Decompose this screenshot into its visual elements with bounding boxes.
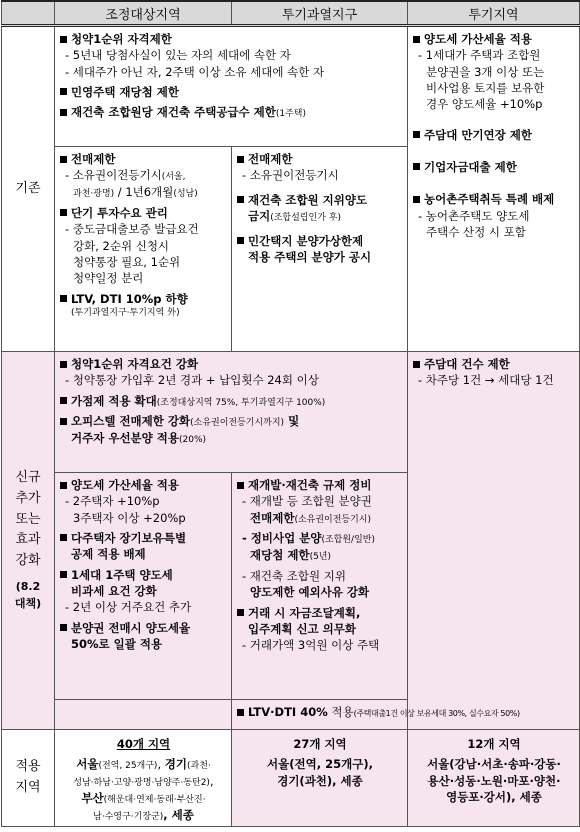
black-square-icon [60,156,67,163]
black-square-icon [60,624,67,631]
existing-adjustment-cell: 전매제한 - 소유권이전등기시(서울, 과천·광명) / 1년6개월(성남) 단기 투자수요 관리 - 중도금대출보증 발급요건 강화, 2순위 신청시 청약통장 필요, 1순위 청약일정 분리 LTV, DTI 10%p 하향 (투기과열지구·투기지역 外) [55,147,232,352]
new-overheated-cell: 재개발·재건축 규제 정비 - 재개발 등 조합원 분양권 전매제한(소유권이전등기시) - 정비사업 분양(조합원/일반) 재당첨 제한(5년) - 재건축 조합원 지위 양도제한 예외사유 강화 거래 시 자금조달계획, 입주계획 신고 의무화 - 거래가액 3억원 이상 주택 [232,473,408,700]
apply-adjustment-cell: 40개 지역 서울(전역, 25개구), 경기(과천· 성남·하남·고양·광명·남양주·동탄2), 부산(해운대·연제·동래·부산진· 남·수영구·기장군), 세종 [55,730,232,827]
existing-row-top [2,26,580,147]
row-label-apply: 적용 지역 [2,730,55,827]
black-square-icon [413,163,420,170]
header-overheated-district: 투기과열지구 [232,1,408,26]
header-speculation-area: 투기지역 [408,1,580,26]
row-label-existing: 기존 [2,26,55,352]
black-square-icon [413,196,420,203]
black-square-icon [413,361,420,368]
new-ltv-cell: LTV·DTI 40% 적용(주택대출1건 이상 보유세대 30%, 실수요자 50%) [232,700,408,730]
existing-shared-cell: 청약1순위 자격제한 - 5년내 당첨사실이 있는 자의 세대에 속한 자 - 세대주가 아닌 자, 2주택 이상 소유 세대에 속한 자 민영주택 재당첨 제한 재건축 조합원당 재건축 주택공급수 제한(1주택) [55,26,408,147]
apply-speculation-cell: 12개 지역 서울(강남·서초·송파·강동· 용산·성동·노원·마포·양천· 영등포·강서), 세종 [408,730,580,827]
apply-row [2,730,580,827]
new-shared-cell: 청약1순위 자격요건 강화 - 청약통장 가입후 2년 경과 + 납입횟수 24회 이상 가점제 적용 확대(조정대상지역 75%, 투기과열지구 100%) 오피스텔 전매제한 강화(소유권이전등기시까지) 및 거주자 우선분양 적용(20%) [55,352,408,473]
new-adjustment-cell: 양도세 가산세율 적용 - 2주택자 +10%p 3주택자 이상 +20%p 다주택자 장기보유특별 공제 적용 배제 1세대 1주택 양도세 비과세 요건 강화 - 2년 이상 거주요건 추가 분양권 전매시 양도세율 50%로 일괄 적용 [55,473,232,700]
apply-overheated-cell: 27개 지역 서울(전역, 25개구), 경기(과천), 세종 [232,730,408,827]
black-square-icon [60,36,67,43]
new-row-top [2,352,580,473]
black-square-icon [413,36,420,43]
policy-comparison-table [1,0,580,827]
row-label-new: 신규 추가 또는 효과 강화 (8.2 대책) [2,352,55,730]
black-square-icon [60,361,67,368]
header-adjustment-area: 조정대상지역 [55,1,232,26]
new-adjustment-blank-cell [55,700,232,730]
header-corner [2,1,55,26]
black-square-icon [60,295,67,302]
existing-speculation-cell: 양도세 가산세율 적용 - 1세대가 주택과 조합원 분양권을 3개 이상 또는 비사업용 토지를 보유한 경우 양도세율 +10%p 주담대 만기연장 제한 기업자금대출 제한 농어촌주택취득 특례 배제 - 농어촌주택도 양도세 주택수 산정 시 포함 [408,26,580,352]
black-square-icon [60,209,67,216]
black-square-icon [237,609,244,616]
black-square-icon [237,482,244,489]
black-square-icon [60,534,67,541]
black-square-icon [413,131,420,138]
new-speculation-cell: 주담대 건수 제한 - 차주당 1건 → 세대당 1건 [408,352,580,730]
black-square-icon [60,397,67,404]
black-square-icon [237,709,244,716]
black-square-icon [60,418,67,425]
black-square-icon [60,571,67,578]
black-square-icon [60,109,67,116]
black-square-icon [237,237,244,244]
black-square-icon [237,156,244,163]
black-square-icon [60,482,67,489]
black-square-icon [237,196,244,203]
existing-overheated-cell: 전매제한 - 소유권이전등기시 재건축 조합원 지위양도 금지(조합설립인가 후) 민간택지 분양가상한제 적용 주택의 분양가 공시 [232,147,408,352]
black-square-icon [60,88,67,95]
header-row [2,1,580,26]
